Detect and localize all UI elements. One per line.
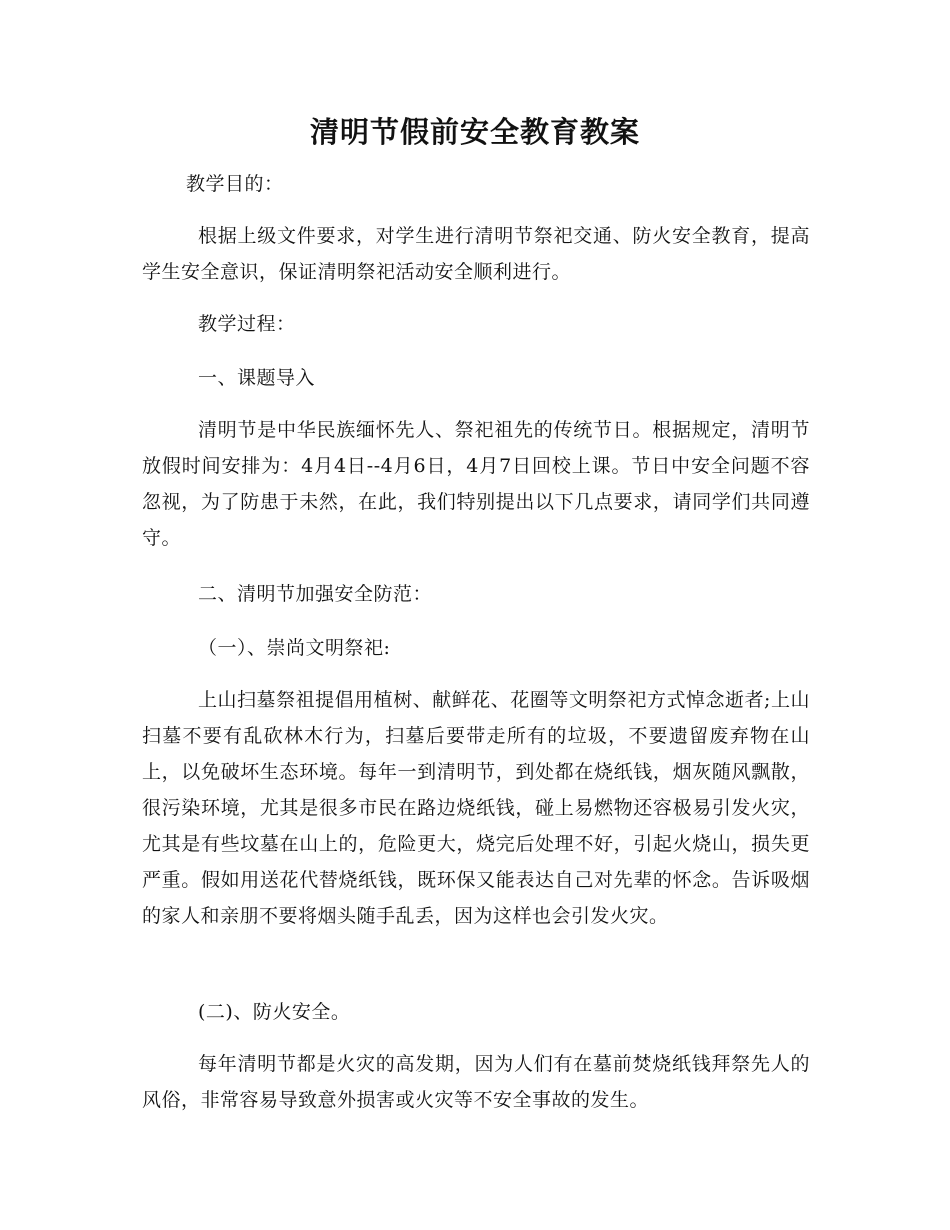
- goal-paragraph: 根据上级文件要求，对学生进行清明节祭祀交通、防火安全教育，提高学生安全意识，保证清明祭祀活动安全顺利进行。: [142, 225, 810, 283]
- subsection2-heading: (二)、防火安全。: [198, 1001, 351, 1023]
- process-heading: 教学过程：: [198, 313, 296, 335]
- subsection2-paragraph: 每年清明节都是火灾的高发期，因为人们有在墓前焚烧纸钱拜祭先人的风俗，非常容易导致意外损害或火灾等不安全事故的发生。: [142, 1053, 810, 1111]
- subsection1-heading: （一）、崇尚文明祭祀:: [198, 637, 391, 659]
- goal-heading: 教学目的：: [186, 173, 284, 195]
- section1-heading: 一、课题导入: [198, 367, 316, 389]
- section2-heading: 二、清明节加强安全防范：: [198, 583, 433, 605]
- section1-paragraph: 清明节是中华民族缅怀先人、祭祀祖先的传统节日。根据规定，清明节放假时间安排为：4月4日--4月6日，4月7日回校上课。节日中安全问题不容忽视，为了防患于未然，在此，我们特别提出以下几点要求，请同学们共同遵守。: [142, 419, 810, 549]
- document-title: 清明节假前安全教育教案: [309, 115, 640, 149]
- subsection1-paragraph: 上山扫墓祭祖提倡用植树、献鲜花、花圈等文明祭祀方式悼念逝者;上山扫墓不要有乱砍林木行为，扫墓后要带走所有的垃圾，不要遗留废弃物在山上，以免破坏生态环境。每年一到清明节，到处都在烧纸钱，烟灰随风飘散，很污染环境，尤其是很多市民在路边烧纸钱，碰上易燃物还容极易引发火灾，尤其是有些坟墓在山上的，危险更大，烧完后处理不好，引起火烧山，损失更严重。假如用送花代替烧纸钱，既环保又能表达自己对先辈的怀念。告诉吸烟的家人和亲朋不要将烟头随手乱丢，因为这样也会引发火灾。: [142, 689, 810, 927]
